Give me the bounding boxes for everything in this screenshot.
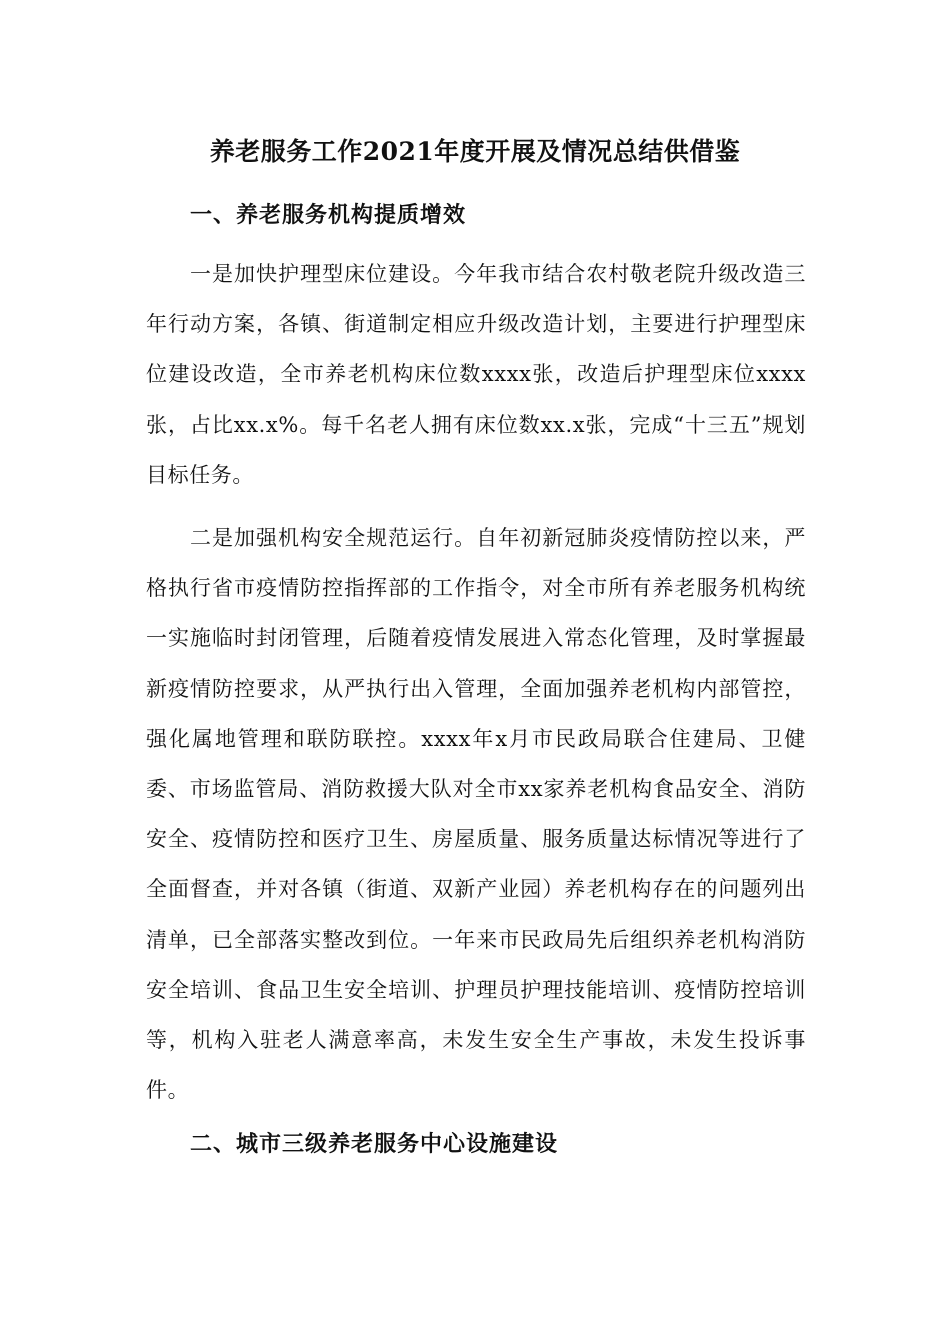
section-heading-2: 二、城市三级养老服务中心设施建设: [190, 1131, 559, 1157]
paragraph-2: 二是加强机构安全规范运行。自年初新冠肺炎疫情防控以来，严格执行省市疫情防控指挥部的工作指令，对全市所有养老服务机构统一实施临时封闭管理，后随着疫情发展进入常态化管理，及时掌握最新疫情防控要求，从严执行出入管理，全面加强养老机构内部管控，强化属地管理和联防联控。xxxx年x月市民政局联合住建局、卫健委、市场监管局、消防救援大队对全市xx家养老机构食品安全、消防安全、疫情防控和医疗卫生、房屋质量、服务质量达标情况等进行了全面督查，并对各镇（街道、双新产业园）养老机构存在的问题列出清单，已全部落实整改到位。一年来市民政局先后组织养老机构消防安全培训、食品卫生安全培训、护理员护理技能培训、疫情防控培训等，机构入驻老人满意率高，未发生安全生产事故，未发生投诉事件。: [146, 526, 806, 1103]
paragraph-1: 一是加快护理型床位建设。今年我市结合农村敬老院升级改造三年行动方案，各镇、街道制定相应升级改造计划，主要进行护理型床位建设改造，全市养老机构床位数xxxx张，改造后护理型床位xxxx张，占比xx.x%。每千名老人拥有床位数xx.x张，完成“十三五”规划目标任务。: [146, 262, 806, 487]
section-heading-1: 一、养老服务机构提质增效: [190, 202, 467, 228]
document-title: 养老服务工作2021年度开展及情况总结供借鉴: [209, 137, 741, 166]
